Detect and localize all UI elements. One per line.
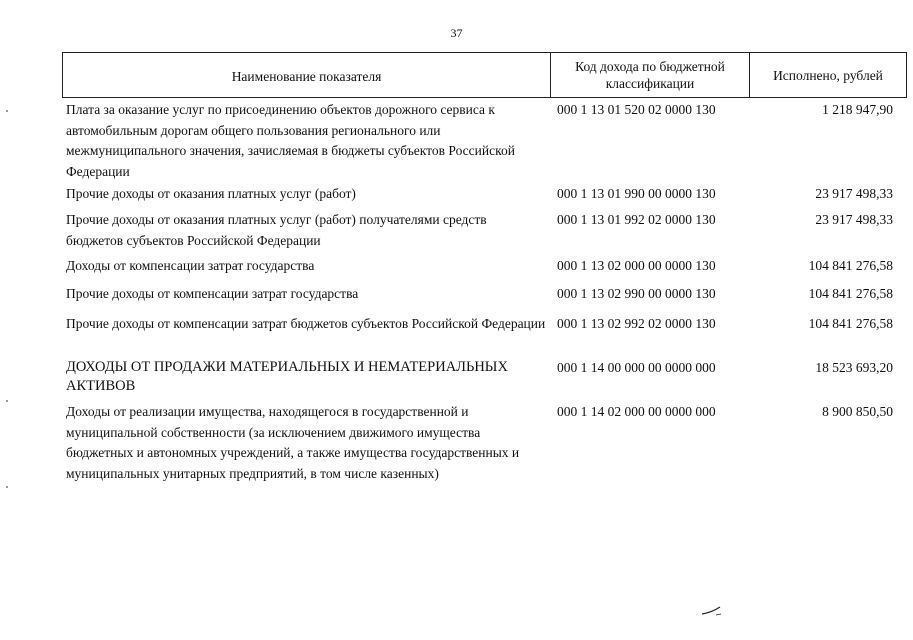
row-code: 000 1 13 02 000 00 0000 130 <box>557 258 716 273</box>
row-name: Прочие доходы от оказания платных услуг (работ) <box>66 186 356 201</box>
row-code: 000 1 13 02 992 02 0000 130 <box>557 316 716 331</box>
row-sum: 104 841 276,58 <box>808 286 893 301</box>
row-code: 000 1 14 00 000 00 0000 000 <box>557 360 716 375</box>
row-name: Прочие доходы от компенсации затрат государства <box>66 286 359 301</box>
row-sum: 23 917 498,33 <box>815 186 893 201</box>
scan-speck <box>6 486 8 488</box>
table-header <box>62 52 907 98</box>
row-sum: 8 900 850,50 <box>822 404 893 419</box>
row-sum: 18 523 693,20 <box>815 360 893 375</box>
row-name: Доходы от компенсации затрат государства <box>66 258 315 273</box>
row-sum: 104 841 276,58 <box>808 316 893 331</box>
scan-speck <box>6 400 8 402</box>
header-sum: Исполнено, рублей <box>773 67 883 83</box>
row-name: Плата за оказание услуг по присоединению объектов дорожного сервиса к автомобильным дорогам общего пользования регионального или межмуниципального значения, зачисляемая в бюджеты субъектов Российской Федерации <box>66 102 515 179</box>
scan-speck <box>6 110 8 112</box>
header-code: Код дохода по бюджетной классификации <box>551 53 750 97</box>
row-name: Прочие доходы от оказания платных услуг (работ) получателями средств бюджетов субъектов Российской Федерации <box>66 212 487 248</box>
row-name: Прочие доходы от компенсации затрат бюджетов субъектов Российской Федерации <box>66 316 546 331</box>
row-sum: 104 841 276,58 <box>808 258 893 273</box>
row-code: 000 1 13 01 520 02 0000 130 <box>557 102 716 117</box>
page-number: 37 <box>450 26 463 40</box>
row-name: ДОХОДЫ ОТ ПРОДАЖИ МАТЕРИАЛЬНЫХ И НЕМАТЕРИАЛЬНЫХ АКТИВОВ <box>66 359 508 394</box>
row-code: 000 1 13 02 990 00 0000 130 <box>557 286 716 301</box>
header-name: Наименование показателя <box>63 53 551 97</box>
row-name: Доходы от реализации имущества, находящегося в государственной и муниципальной собственности (за исключением движимого имущества бюджетных и автономных учреждений, а также имущества государственных и муниципальных унитарных предприятий, в том числе казенных) <box>66 404 520 481</box>
row-sum: 23 917 498,33 <box>815 212 893 227</box>
row-code: 000 1 13 01 992 02 0000 130 <box>557 212 716 227</box>
signature-stroke <box>700 603 724 617</box>
row-code: 000 1 14 02 000 00 0000 000 <box>557 404 716 419</box>
row-code: 000 1 13 01 990 00 0000 130 <box>557 186 716 201</box>
row-sum: 1 218 947,90 <box>822 102 893 117</box>
